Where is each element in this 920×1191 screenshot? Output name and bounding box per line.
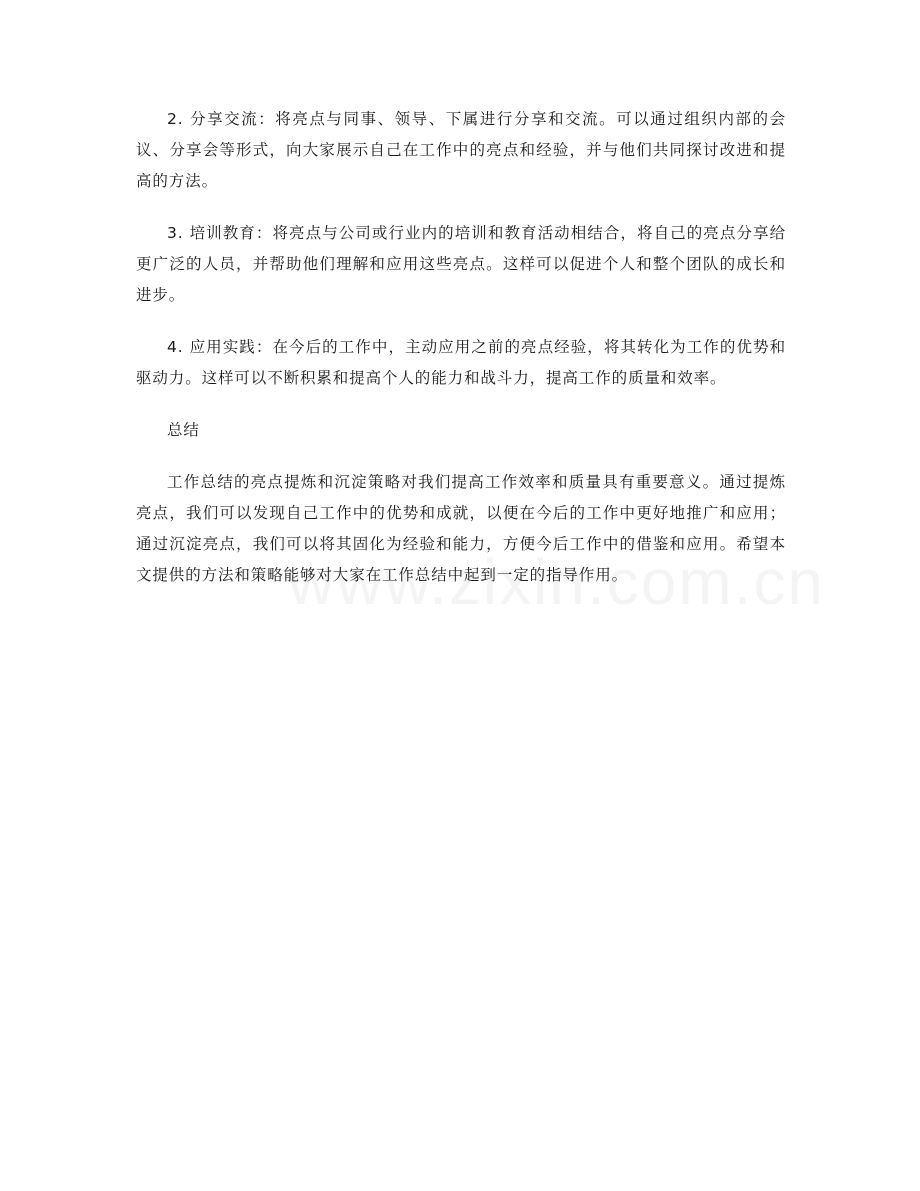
document-body [136,104,786,612]
paragraph-training-education: 3. 培训教育：将亮点与公司或行业内的培训和教育活动相结合，将自己的亮点分享给更广泛的人员，并帮助他们理解和应用这些亮点。这样可以促进个人和整个团队的成长和进步。 [136,224,786,304]
summary-paragraph: 工作总结的亮点提炼和沉淀策略对我们提高工作效率和质量具有重要意义。通过提炼亮点，我们可以发现自己工作中的优势和成就，以便在今后的工作中更好地推广和应用；通过沉淀亮点，我们可以将其固化为经验和能力，方便今后工作中的借鉴和应用。希望本文提供的方法和策略能够对大家在工作总结中起到一定的指导作用。 [136,473,786,584]
summary-heading: 总结 [167,421,200,439]
paragraph-share-exchange: 2. 分享交流：将亮点与同事、领导、下属进行分享和交流。可以通过组织内部的会议、分享会等形式，向大家展示自己在工作中的亮点和经验，并与他们共同探讨改进和提高的方法。 [136,110,786,190]
paragraph-apply-practice: 4. 应用实践：在今后的工作中，主动应用之前的亮点经验，将其转化为工作的优势和驱动力。这样可以不断积累和提高个人的能力和战斗力，提高工作的质量和效率。 [136,338,786,387]
